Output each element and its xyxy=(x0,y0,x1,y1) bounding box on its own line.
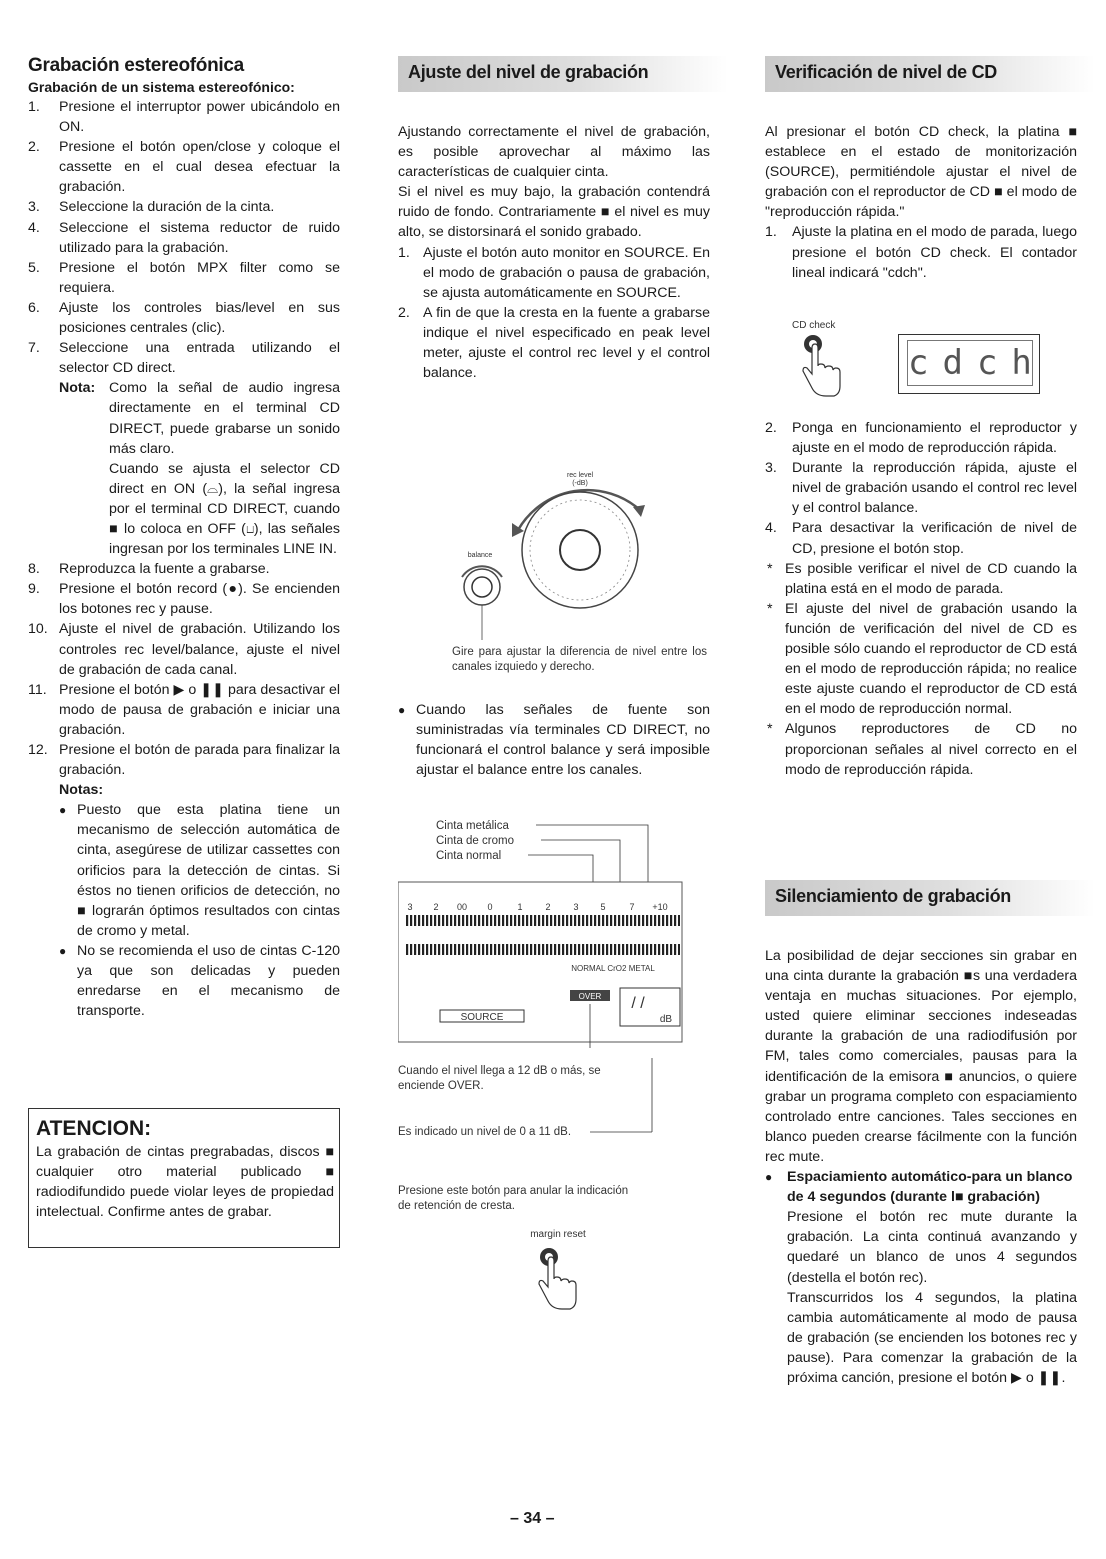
step-text: Ajuste el nivel de grabación. Utilizando los controles rec level/balance, ajuste el nivel de grabación de cada canal. xyxy=(59,621,340,678)
over-label: OVER xyxy=(578,992,602,1001)
page-number: – 34 – xyxy=(510,1510,555,1527)
list-item xyxy=(28,619,340,679)
balance-knob-center xyxy=(472,577,492,597)
step-number: 2. xyxy=(765,420,777,436)
step-number: 3. xyxy=(765,460,777,477)
list-item xyxy=(28,579,340,619)
list-item xyxy=(765,458,1077,518)
step-number: 1. xyxy=(765,224,777,241)
list-item xyxy=(59,800,340,941)
step-number: 11. xyxy=(28,681,47,698)
nota-paragraph xyxy=(59,378,340,458)
meter-scale-tick-label: 2 xyxy=(433,902,439,912)
meter-bar-right xyxy=(406,944,680,955)
list-item xyxy=(28,137,340,197)
list-item xyxy=(398,303,710,383)
nota-text-2: Cuando se ajusta el selector CD direct en ON (⌓), la señal ingresa por el terminal CD DIRECT, cuando ■ lo coloca en OFF (⊔), las señales ingresan por los terminales LINE IN. xyxy=(109,460,340,558)
list-item xyxy=(59,941,340,1021)
step-number: 1. xyxy=(398,244,410,261)
list-item xyxy=(28,298,340,338)
list-item xyxy=(28,559,340,579)
step-text: A fin de que la cresta en la fuente a grabarse indique el nivel especificado en peak level meter, ajuste el control rec level y el control balance. xyxy=(423,304,710,382)
leader-line-cromo xyxy=(541,840,620,882)
meter-scale-tick-label: +10 xyxy=(652,902,668,912)
asterisk: * xyxy=(767,560,773,577)
nota-bullet-text: No se recomienda el uso de cintas C-120 ya que son delicadas y pueden enredarse en el mecanismo de transporte. xyxy=(77,942,340,1020)
bullet-title: ● Espaciamiento automático-para un blanco de 4 segundos (durante l■ grabación) xyxy=(787,1169,1073,1206)
step-text: Ajuste los controles bias/level en sus posiciones centrales (clic). xyxy=(59,299,340,337)
counter-display-text: cdch xyxy=(907,340,1033,386)
margin-reset-button-press-icon xyxy=(536,1243,582,1313)
paragraph: La posibilidad de dejar secciones sin grabar en una cinta durante la grabación ■s una verdadera ventaja en muchas situaciones. Por ejemplo, usted quiere eliminar secciones indeseadas durante la grabación de una radiodifusión por FM, tales como comerciales, pausas para la identificación de la emisora ■ anuncios, o quiere grabar un programa completo con espaciamiento controlado entre canciones. Tales secciones en blanco pueden crearse fácilmente con la función rec mute. xyxy=(765,948,1077,1165)
step-text: Seleccione la duración de la cinta. xyxy=(59,199,275,216)
list-item xyxy=(398,243,710,303)
meter-scale-tick-label: 5 xyxy=(600,902,606,912)
step-text: Presione el botón ▶ o ❚❚ para desactivar el modo de pausa de grabación e iniciar una grabación. xyxy=(59,681,340,738)
section-title-grabacion-estereofonica: Grabación estereofónica xyxy=(28,55,244,76)
step-text: Seleccione una entrada utilizando el selector CD direct. xyxy=(59,340,340,377)
leader-lines xyxy=(590,1058,660,1138)
margin-reset-label: margin reset xyxy=(530,1229,586,1240)
step-text: Ajuste la platina en el modo de parada, luego presione el botón CD check. El contador lineal indicará "cdch". xyxy=(792,224,1077,281)
arrow-head xyxy=(633,505,645,517)
paragraph: Si el nivel es muy bajo, la grabación contendrá ruido de fondo. Contrariamente ■ el nivel es muy alto, se distorsinará el sonido grabado. xyxy=(398,184,710,241)
knob-caption: Gire para ajustar la diferencia de nivel entre los canales izquiedo y derecho. xyxy=(452,646,707,673)
step-text: Para desactivar la verificación de nivel de CD, presione el botón stop. xyxy=(792,520,1077,557)
section-header-verificacion xyxy=(765,56,1095,92)
list-item xyxy=(765,1167,1077,1388)
source-label: SOURCE xyxy=(460,1012,504,1023)
caption-reset: Presione este botón para anular la indicación de retención de cresta. xyxy=(398,1185,629,1212)
db-digits: / / xyxy=(631,995,645,1012)
meter-scale-tick-label: 2 xyxy=(545,902,551,912)
step-number: 8. xyxy=(28,561,40,578)
peak-level-meter-illustration xyxy=(398,818,688,1048)
meter-scale-tick-label: 1 xyxy=(517,902,523,912)
list-item xyxy=(765,559,1077,599)
step-number: 1. xyxy=(28,99,40,115)
column-3-top xyxy=(765,122,1077,283)
list-item xyxy=(765,222,1077,282)
meter-scale-tick-label: 3 xyxy=(573,902,579,912)
leader-line-normal xyxy=(528,855,593,882)
step-text: Presione el botón open/close y coloque el cassette en el cual desea efectuar la grabación. xyxy=(59,139,340,196)
step-number: 6. xyxy=(28,299,40,316)
step-number: 3. xyxy=(28,199,40,216)
note-text: Algunos reproductores de CD no proporcionan señales al nivel correcto en el modo de reproducción rápida. xyxy=(785,721,1077,778)
list-item xyxy=(765,719,1077,779)
list-item xyxy=(28,338,340,378)
atencion-text: La grabación de cintas pregrabadas, discos ■ cualquier otro material publicado ■ radiodifundido puede violar leyes de propiedad intelectual. Confirme antes de grabar. xyxy=(36,1144,334,1221)
bullet-text: Cuando las señales de fuente son suministradas vía terminales CD DIRECT, no funcionará el control balance y será imposible ajustar el balance entre los canales. xyxy=(416,702,710,779)
column-2-body xyxy=(398,122,710,383)
note-text: Es posible verificar el nivel de CD cuando la platina está en el modo de parada. xyxy=(785,560,1077,597)
notas-label: Notas: xyxy=(59,782,104,799)
balance-label: balance xyxy=(467,552,493,559)
asterisk: * xyxy=(767,600,773,617)
tape-label-cromo: Cinta de cromo xyxy=(436,835,514,847)
tape-label-normal: Cinta normal xyxy=(436,850,502,862)
section-header-ajuste xyxy=(398,56,728,92)
step-text: Ponga en funcionamiento el reproductor y ajuste en el modo de reproducción rápida. xyxy=(792,420,1077,457)
step-text: Presione el interruptor power ubicándolo en ON. xyxy=(59,99,340,136)
meter-scale-tick-label: 7 xyxy=(629,902,635,912)
step-text: Durante la reproducción rápida, ajuste el nivel de grabación usando el control rec level y el control balance. xyxy=(792,460,1077,517)
list-item xyxy=(28,258,340,298)
rec-level-balance-knobs-illustration xyxy=(440,465,670,640)
bullet-balance xyxy=(398,700,710,780)
bullet-text-1: Presione el botón rec mute durante la grabación. La cinta continuá avanzando y quedaré un blanco de unos 4 segundos (destella el botón rec). xyxy=(787,1209,1077,1286)
step-number: 4. xyxy=(765,520,777,537)
cd-check-button-press-icon xyxy=(800,330,846,400)
paragraph: Ajustando correctamente el nivel de grabación, es posible aprovechar al máximo las características de cualquier cinta. xyxy=(398,124,710,181)
list-item xyxy=(765,518,1077,558)
list-item xyxy=(765,418,1077,458)
step-number: 2. xyxy=(398,304,410,321)
nota-block xyxy=(28,378,340,559)
step-text: Presione el botón de parada para finalizar la grabación. xyxy=(59,742,340,779)
atencion-title: ATENCION: xyxy=(36,1117,152,1140)
step-number: 4. xyxy=(28,219,40,236)
step-text: Seleccione el sistema reductor de ruido utilizado para la grabación. xyxy=(59,219,340,256)
steps-list-1-7 xyxy=(28,97,340,378)
step-number: 9. xyxy=(28,581,40,598)
section-header-silenciamiento xyxy=(765,880,1095,916)
meter-scale-tick-label: 00 xyxy=(456,902,468,912)
nota-text-1: Como la señal de audio ingresa directamente en el terminal CD DIRECT, puede grabarse un sonido más claro. xyxy=(109,380,340,457)
atencion-box xyxy=(28,1108,340,1248)
cd-check-label: CD check xyxy=(792,320,836,331)
column-3-rec-mute xyxy=(765,946,1077,1388)
step-number: 5. xyxy=(28,259,40,276)
paragraph: Al presionar el botón CD check, la platina ■ establece en el estado de monitorización (SOURCE), permitiéndole ajustar el nivel de grabación con el reproductor de CD ■ el modo de "reproducción rápida." xyxy=(765,124,1077,221)
caption-level: Es indicado un nivel de 0 a 11 dB. xyxy=(398,1126,572,1138)
nota-paragraph-2 xyxy=(59,459,340,559)
list-item xyxy=(28,218,340,258)
list-item xyxy=(28,740,340,780)
asterisk: * xyxy=(767,721,773,738)
section-title-verificacion: Verificación de nivel de CD xyxy=(775,62,997,82)
step-number: 2. xyxy=(28,139,40,156)
column-1-body xyxy=(28,97,340,1021)
nota-label: Nota: xyxy=(59,380,96,397)
step-number: 7. xyxy=(28,340,40,357)
db-label: dB xyxy=(659,1014,673,1025)
note-text: El ajuste del nivel de grabación usando la función de verificación del nivel de CD es posible sólo cuando el reproductor de CD está en el modo de reproducción rápida; no realice este ajuste cuando el reproductor de CD está en el modo de reproducción normal. xyxy=(785,600,1077,718)
step-text: Presione el botón MPX filter como se requiera. xyxy=(59,259,340,296)
rec-level-label: rec level xyxy=(566,472,594,479)
meter-scale-tick-label: 0 xyxy=(487,902,493,912)
steps-list-8-12 xyxy=(28,559,340,780)
list-item xyxy=(765,599,1077,720)
rec-level-unit-label: (-dB) xyxy=(572,480,588,487)
tape-label-metal: Cinta metálica xyxy=(436,820,509,832)
step-number: 12. xyxy=(28,742,48,758)
step-text: Ajuste el botón auto monitor en SOURCE. En el modo de grabación o pausa de grabación, se ajusta automáticamente en SOURCE. xyxy=(423,244,710,301)
list-item xyxy=(398,700,710,780)
step-number: 10. xyxy=(28,621,48,638)
tape-type-indicator: NORMAL CrO2 METAL xyxy=(571,964,655,973)
leader-line-metal xyxy=(536,825,648,882)
section-title-silenciamiento: Silenciamiento de grabación xyxy=(775,886,1011,906)
knob-center xyxy=(560,530,600,570)
meter-scale-tick-label: 3 xyxy=(407,902,413,912)
step-text: Presione el botón record (●). Se encienden los botones rec y pause. xyxy=(59,581,340,618)
subsection-title: Grabación de un sistema estereofónico: xyxy=(28,79,295,95)
column-3-steps xyxy=(765,418,1077,780)
meter-bar-left xyxy=(406,915,680,926)
caption-over: Cuando el nivel llega a 12 dB o más, se enciende OVER. xyxy=(398,1065,601,1092)
list-item xyxy=(28,680,340,740)
list-item xyxy=(28,97,340,137)
section-title-ajuste: Ajuste del nivel de grabación xyxy=(408,62,649,82)
bullet-text-2: Transcurridos los 4 segundos, la platina cambia automáticamente al modo de pausa de grabación (se encienden los botones rec y pause). Para comenzar la grabación de la próxima canción, presione el botón ▶ o ❚❚. xyxy=(787,1289,1077,1386)
step-text: Reproduzca la fuente a grabarse. xyxy=(59,561,270,578)
counter-display xyxy=(898,334,1046,394)
nota-bullet-text: Puesto que esta platina tiene un mecanismo de selección automática de cinta, asegúrese de utilizar cassettes con orificios para la detección de cintas. Si éstos no tienen orificios de detección, no ■ lograrán óptimos resultados con cintas de cromo y metal. xyxy=(77,802,340,939)
list-item xyxy=(28,197,340,217)
